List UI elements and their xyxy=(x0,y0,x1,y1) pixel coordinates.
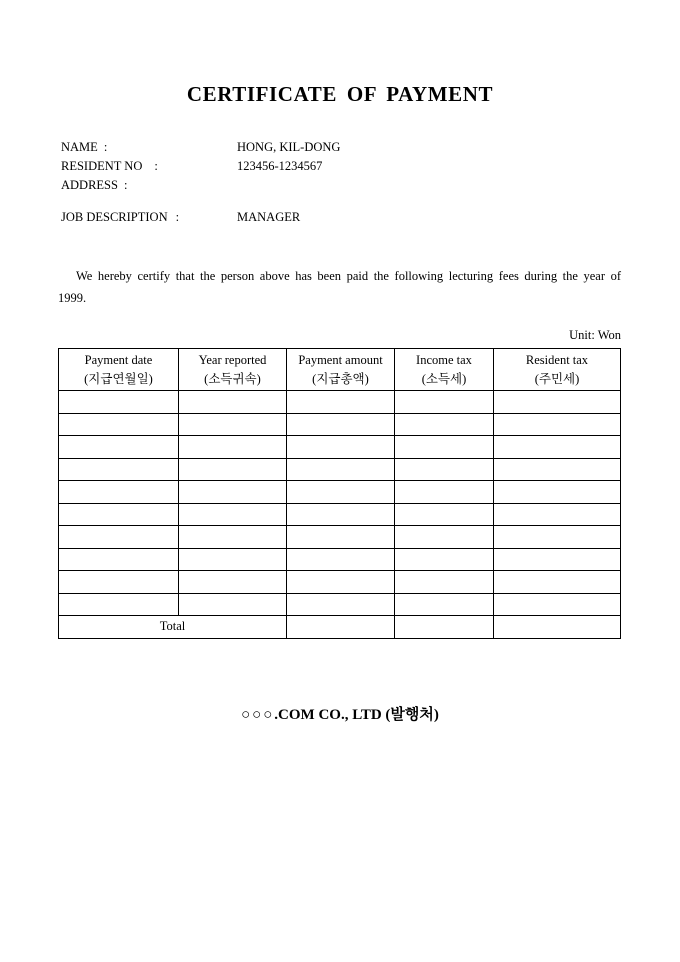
table-cell xyxy=(395,593,494,616)
table-cell xyxy=(179,571,287,594)
table-cell xyxy=(494,571,621,594)
table-cell xyxy=(395,503,494,526)
table-row xyxy=(59,571,621,594)
table-cell xyxy=(179,548,287,571)
table-row xyxy=(59,593,621,616)
table-cell xyxy=(59,458,179,481)
table-cell xyxy=(494,391,621,414)
total-income-tax xyxy=(395,616,494,639)
table-cell xyxy=(287,481,395,504)
table-cell xyxy=(287,413,395,436)
total-label: Total xyxy=(59,616,287,639)
table-cell xyxy=(59,526,179,549)
table-cell xyxy=(395,458,494,481)
table-cell xyxy=(395,526,494,549)
table-row xyxy=(59,548,621,571)
table-cell xyxy=(287,391,395,414)
table-row xyxy=(59,481,621,504)
table-row xyxy=(59,413,621,436)
document-title: CERTIFICATE OF PAYMENT xyxy=(186,82,494,106)
total-payment-amount xyxy=(287,616,395,639)
table-row xyxy=(59,391,621,414)
table-cell xyxy=(287,458,395,481)
issuer-placeholder-circles: ○○○ xyxy=(241,707,275,723)
table-cell xyxy=(59,481,179,504)
table-cell xyxy=(395,571,494,594)
table-cell xyxy=(287,593,395,616)
table-cell xyxy=(395,391,494,414)
address-label: ADDRESS : xyxy=(61,178,128,192)
issuer-company: .COM CO., LTD (발행처) xyxy=(274,707,439,723)
job-description-label: JOB DESCRIPTION : xyxy=(61,210,180,224)
table-cell xyxy=(179,503,287,526)
table-cell xyxy=(179,481,287,504)
table-cell xyxy=(179,526,287,549)
name-value: HONG, KIL-DONG xyxy=(237,140,341,154)
unit-label: Unit: Won xyxy=(569,328,621,342)
table-cell xyxy=(59,593,179,616)
header-resident-tax: Resident tax (주민세) xyxy=(494,349,621,391)
table-row xyxy=(59,458,621,481)
table-cell xyxy=(287,503,395,526)
table-cell xyxy=(179,436,287,459)
resident-no-label: RESIDENT NO : xyxy=(61,159,158,173)
job-description-value: MANAGER xyxy=(237,210,301,224)
table-cell xyxy=(494,481,621,504)
table-total-row xyxy=(59,616,621,639)
name-label: NAME : xyxy=(61,140,108,154)
table-cell xyxy=(287,548,395,571)
table-cell xyxy=(179,593,287,616)
table-cell xyxy=(494,548,621,571)
table-cell xyxy=(59,548,179,571)
table-cell xyxy=(494,503,621,526)
table-cell xyxy=(287,436,395,459)
table-cell xyxy=(395,436,494,459)
table-header-row xyxy=(59,349,621,391)
table-cell xyxy=(395,413,494,436)
table-cell xyxy=(395,481,494,504)
payment-table xyxy=(58,348,621,639)
table-cell xyxy=(494,436,621,459)
table-cell xyxy=(59,571,179,594)
total-resident-tax xyxy=(494,616,621,639)
issuer-name xyxy=(0,703,680,724)
table-cell xyxy=(287,571,395,594)
table-cell xyxy=(179,458,287,481)
table-row xyxy=(59,503,621,526)
header-year-reported: Year reported (소득귀속) xyxy=(179,349,287,391)
table-cell xyxy=(494,413,621,436)
table-row xyxy=(59,436,621,459)
resident-no-value: 123456-1234567 xyxy=(237,159,323,173)
header-payment-date: Payment date (지급연월일) xyxy=(59,349,179,391)
header-income-tax: Income tax (소득세) xyxy=(395,349,494,391)
table-cell xyxy=(494,593,621,616)
table-cell xyxy=(59,391,179,414)
header-payment-amount: Payment amount (지급총액) xyxy=(287,349,395,391)
table-cell xyxy=(59,436,179,459)
table-cell xyxy=(395,548,494,571)
table-cell xyxy=(59,413,179,436)
table-cell xyxy=(179,391,287,414)
table-cell xyxy=(59,503,179,526)
table-cell xyxy=(494,458,621,481)
table-cell xyxy=(287,526,395,549)
table-cell xyxy=(179,413,287,436)
table-cell xyxy=(494,526,621,549)
certification-statement: We hereby certify that the person above has been paid the following lecturing fees during the year of 1999. xyxy=(58,269,621,305)
table-row xyxy=(59,526,621,549)
